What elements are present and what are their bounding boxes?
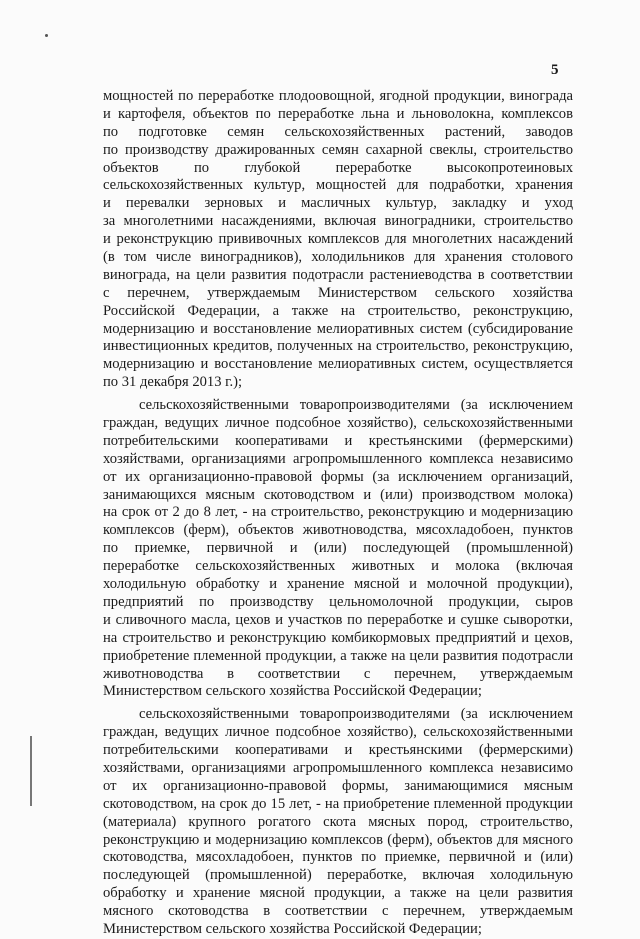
- text-line: от их организационно-правовой формы (за исключением организаций,: [103, 468, 573, 485]
- text-line: от их организационно-правовой формы, занимающимися мясным: [103, 777, 573, 794]
- text-line: сельскохозяйственных культур, мощностей для подработки, хранения: [103, 177, 573, 194]
- text-line: холодильную обработку и хранение мясной и молочной продукции),: [103, 576, 573, 593]
- text-line: граждан, ведущих личное подсобное хозяйство), сельскохозяйственными: [103, 724, 573, 741]
- document-body: [103, 88, 573, 939]
- paragraph: [103, 397, 573, 701]
- text-line: за многолетними насаждениями, включая виноградники, строительство: [103, 213, 573, 230]
- text-line: потребительскими кооперативами и крестьянскими (фермерскими): [103, 742, 573, 759]
- text-line: объектов по глубокой переработке высокопротеиновых: [103, 159, 573, 176]
- text-line: занимающихся мясным скотоводством и (или) производством молока): [103, 486, 573, 503]
- text-line: приобретение племенной продукции, а также на цели развития подотрасли: [103, 647, 573, 664]
- text-line: граждан, ведущих личное подсобное хозяйство), сельскохозяйственными: [103, 415, 573, 432]
- text-line: комплексов (ферм), объектов животноводства, мясохладобоен, пунктов: [103, 522, 573, 539]
- text-line: и перевалки зерновых и масличных культур, закладку и уход: [103, 195, 573, 212]
- text-line: Министерством сельского хозяйства Российской Федерации;: [103, 920, 482, 937]
- text-line: хозяйствами, организациями агропромышленного комплекса независимо: [103, 450, 573, 467]
- text-line: (материала) крупного рогатого скота мясных пород, строительство,: [103, 813, 573, 830]
- scan-speck: [45, 34, 48, 37]
- text-line: мощностей по переработке плодоовощной, ягодной продукции, винограда: [103, 88, 573, 104]
- text-line: и реконструкцию прививочных комплексов для многолетних насаждений: [103, 231, 573, 248]
- text-line: животноводства в соответствии с перечнем, утверждаемым: [103, 665, 573, 682]
- text-line: потребительскими кооперативами и крестьянскими (фермерскими): [103, 432, 573, 449]
- text-line: и сливочного масла, цехов и участков по переработке и сушке сыворотки,: [103, 611, 573, 628]
- text-line: Министерством сельского хозяйства Российской Федерации;: [103, 683, 482, 700]
- paragraph: [103, 88, 573, 392]
- page-number: 5: [551, 62, 559, 78]
- text-line: на срок от 2 до 8 лет, - на строительство, реконструкцию и модернизацию: [103, 504, 573, 521]
- text-line: скотоводством, на срок до 15 лет, - на приобретение племенной продукции: [103, 795, 573, 812]
- text-line: (в том числе виноградников), холодильников для хранения столового: [103, 249, 573, 266]
- margin-mark: [30, 736, 32, 806]
- text-line: по подготовке семян сельскохозяйственных растений, заводов: [103, 123, 573, 140]
- text-line: инвестиционных кредитов, полученных на строительство, реконструкцию,: [103, 338, 573, 355]
- text-line: сельскохозяйственными товаропроизводителями (за исключением: [139, 397, 573, 414]
- text-line: модернизацию и восстановление мелиоративных систем, осуществляется: [103, 356, 573, 373]
- text-line: переработке сельскохозяйственных животных и молока (включая: [103, 558, 573, 575]
- text-line: Российской Федерации, а также на строительство, реконструкцию,: [103, 302, 573, 319]
- text-line: по приемке, первичной и (или) последующей (промышленной): [103, 540, 573, 557]
- text-line: мясного скотоводства в соответствии с перечнем, утверждаемым: [103, 903, 573, 920]
- text-line: хозяйствами, организациями агропромышленного комплекса независимо: [103, 759, 573, 776]
- text-line: по 31 декабря 2013 г.);: [103, 374, 243, 391]
- text-line: реконструкцию и модернизацию комплексов (ферм), объектов для мясного: [103, 831, 573, 848]
- text-line: предприятий по производству цельномолочной продукции, сыров: [103, 593, 573, 610]
- text-line: на строительство и реконструкцию комбикормовых предприятий и цехов,: [103, 629, 573, 646]
- text-line: скотоводства, мясохладобоен, пунктов по приемке, первичной и (или): [103, 849, 573, 866]
- text-line: сельскохозяйственными товаропроизводителями (за исключением: [139, 706, 573, 723]
- text-line: обработку и хранение мясной продукции, а также на цели развития: [103, 885, 573, 902]
- text-line: последующей (промышленной) переработке, включая холодильную: [103, 867, 573, 884]
- paragraph: [103, 706, 573, 939]
- text-line: модернизацию и восстановление мелиоративных систем (субсидирование: [103, 320, 573, 337]
- text-line: винограда, на цели развития подотрасли растениеводства в соответствии: [103, 266, 573, 283]
- text-line: с перечнем, утверждаемым Министерством сельского хозяйства: [103, 284, 573, 301]
- text-line: и картофеля, объектов по переработке льна и льноволокна, комплексов: [103, 105, 573, 122]
- text-line: по производству дражированных семян сахарной свеклы, строительство: [103, 141, 573, 158]
